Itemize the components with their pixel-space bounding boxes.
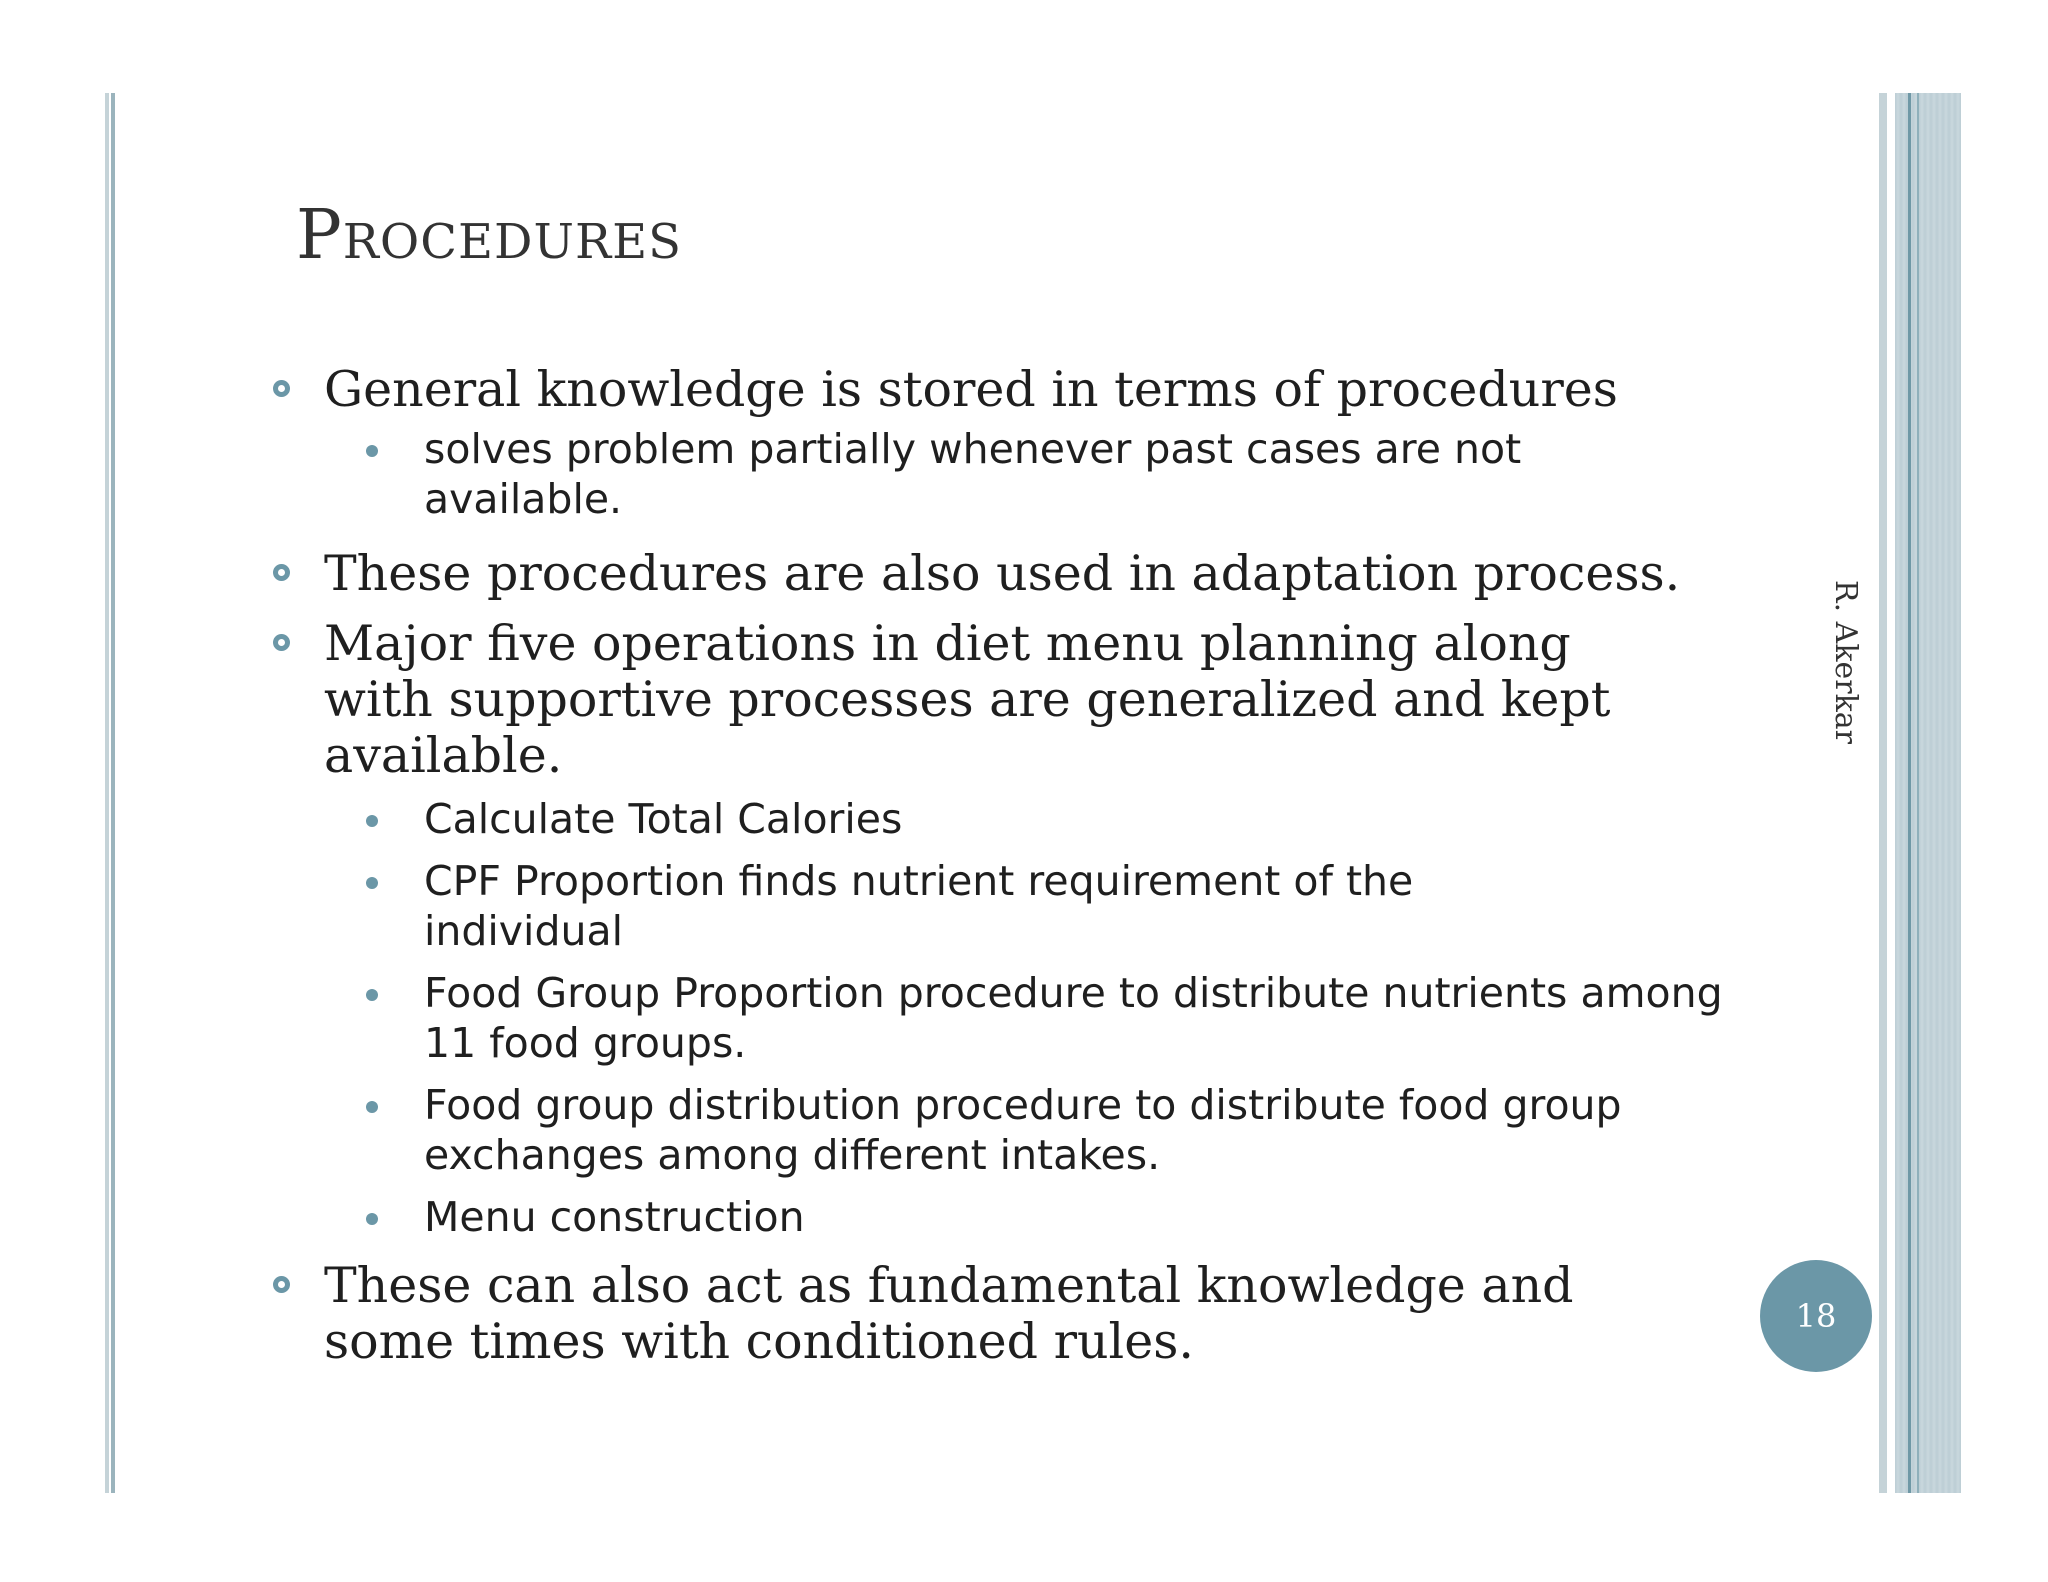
bullet-text: General knowledge is stored in terms of procedures	[324, 361, 1618, 418]
bullet-text: Major five operations in diet menu planning along with supportive processes are generalized and kept available.	[324, 615, 1611, 784]
sub-bullet-text: Food Group Proportion procedure to distribute nutrients among 11 food groups.	[424, 969, 1723, 1067]
right-decor-line-secondary	[1917, 93, 1919, 1493]
bullet-item	[260, 546, 1744, 602]
ring-bullet-icon	[273, 564, 290, 581]
sub-bullet-item	[260, 856, 1604, 956]
sub-bullet-item	[260, 968, 1744, 1068]
ring-bullet-icon	[273, 634, 290, 651]
slide-title: Procedures	[296, 196, 683, 275]
right-decor-line	[1908, 93, 1911, 1493]
right-decor-thin-bar	[1879, 93, 1887, 1493]
sub-bullet-item	[260, 794, 1674, 844]
sub-bullet-text: CPF Proportion finds nutrient requirement of the individual	[424, 857, 1414, 955]
sub-bullet-text: Menu construction	[424, 1193, 805, 1241]
dot-bullet-icon	[366, 1101, 378, 1113]
author-label: R. Akerkar	[1828, 580, 1863, 745]
dot-bullet-icon	[366, 989, 378, 1001]
page-number: 18	[1795, 1297, 1837, 1335]
bullet-item	[260, 362, 1624, 418]
sub-bullet-item	[260, 1080, 1804, 1180]
bullet-item	[260, 1258, 1624, 1370]
sub-bullet-item	[260, 1192, 1674, 1242]
left-decor-bar	[105, 93, 109, 1493]
ring-bullet-icon	[273, 380, 290, 397]
sub-bullet-text: Calculate Total Calories	[424, 795, 903, 843]
ring-bullet-icon	[273, 1276, 290, 1293]
sub-bullet-text: solves problem partially whenever past cases are not available.	[424, 425, 1522, 523]
bullet-text: These procedures are also used in adaptation process.	[324, 545, 1681, 602]
dot-bullet-icon	[366, 815, 378, 827]
dot-bullet-icon	[366, 445, 378, 457]
page-number-badge	[1760, 1260, 1872, 1372]
right-decor-band	[1895, 93, 1961, 1493]
dot-bullet-icon	[366, 1213, 378, 1225]
dot-bullet-icon	[366, 877, 378, 889]
bullet-list	[260, 361, 1723, 1370]
sub-bullet-item	[260, 424, 1674, 524]
sub-bullet-text: Food group distribution procedure to distribute food group exchanges among different intakes.	[424, 1081, 1622, 1179]
bullet-item	[260, 616, 1614, 784]
bullet-text: These can also act as fundamental knowledge and some times with conditioned rules.	[324, 1257, 1574, 1370]
left-decor-bar-inner	[111, 93, 115, 1493]
